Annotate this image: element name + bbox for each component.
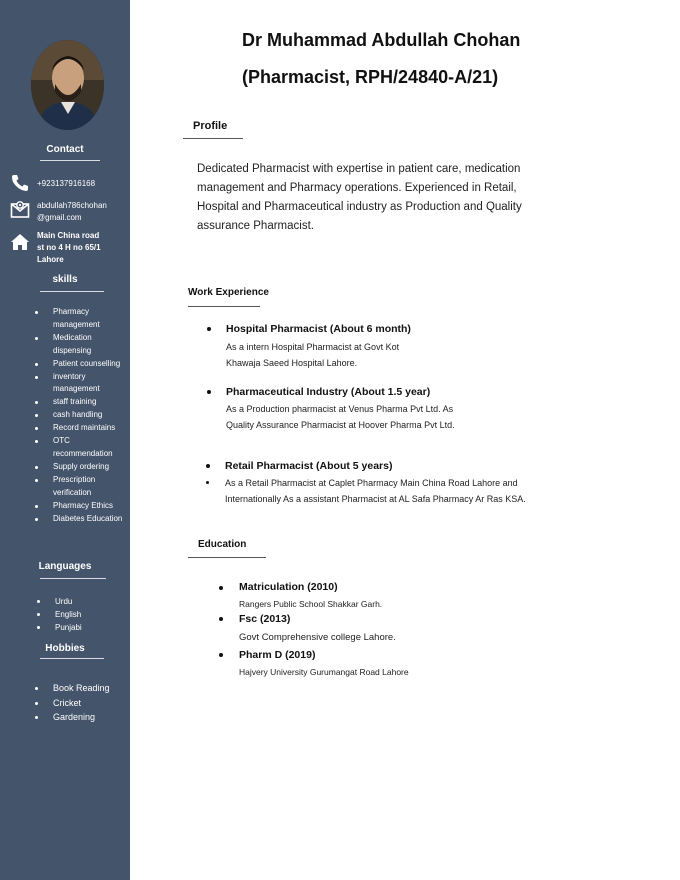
skills-list <box>33 306 128 525</box>
skill-item: inventory management <box>33 371 128 397</box>
contact-heading: Contact <box>46 144 84 155</box>
education-divider <box>188 557 266 558</box>
skills-divider <box>40 291 104 292</box>
languages-list <box>35 595 82 634</box>
profile-heading: Profile <box>193 120 228 132</box>
work-entry-3-desc: As a Retail Pharmacist at Caplet Pharmacy Main China Road Lahore and Internationally As a assistant Pharmacist at AL Safa Pharmacy Ar Ras KSA. <box>225 478 526 504</box>
education-bullet <box>219 586 223 590</box>
work-entry-2-title: Pharmaceutical Industry (About 1.5 year) <box>226 386 431 398</box>
phone-number[interactable]: +923137916168 <box>37 179 96 188</box>
work-entry-1-title: Hospital Pharmacist (About 6 month) <box>226 323 411 335</box>
languages-heading: Languages <box>38 561 92 572</box>
education-bullet <box>219 653 223 657</box>
work-entry-3-title: Retail Pharmacist (About 5 years) <box>225 460 393 472</box>
work-heading: Work Experience <box>188 287 269 298</box>
hobby-item: Cricket <box>33 696 110 711</box>
work-bullet <box>207 327 211 331</box>
skill-item: Prescription verification <box>33 474 128 500</box>
work-entry-2-desc: As a Production pharmacist at Venus Pharma Pvt Ltd. As Quality Assurance Pharmacist at Hoover Pharma Pvt Ltd. <box>226 404 455 430</box>
skill-item: Diabetes Education <box>33 513 128 526</box>
skill-item: cash handling <box>33 409 128 422</box>
address-line-3: Lahore <box>37 255 64 264</box>
skill-item: staff training <box>33 396 128 409</box>
candidate-name: Dr Muhammad Abdullah Chohan <box>242 30 521 50</box>
contact-address <box>10 230 125 270</box>
avatar-photo <box>31 40 104 130</box>
avatar <box>31 40 104 130</box>
work-bullet <box>207 390 211 394</box>
profile-divider <box>183 138 243 139</box>
work-sub-bullet <box>206 481 209 484</box>
contact-email <box>10 199 125 225</box>
work-divider <box>188 306 260 307</box>
address-line-1: Main China road <box>37 231 100 240</box>
email-line-1: abdullah786chohan <box>37 201 107 210</box>
work-bullet <box>206 464 210 468</box>
skill-item: Pharmacy Ethics <box>33 500 128 513</box>
skills-heading: skills <box>52 274 78 285</box>
contact-divider <box>40 160 100 161</box>
email-address[interactable] <box>37 200 125 224</box>
education-entry-3-title: Pharm D (2019) <box>239 649 316 661</box>
phone-icon <box>10 173 30 193</box>
language-item: Punjabi <box>35 621 82 634</box>
address <box>37 230 125 266</box>
contact-phone <box>10 173 125 193</box>
skill-item: Medication dispensing <box>33 332 128 358</box>
skill-item: Record maintains <box>33 422 128 435</box>
work-entry-1-desc: As a intern Hospital Pharmacist at Govt Kot Khawaja Saeed Hospital Lahore. <box>226 342 400 368</box>
language-item: English <box>35 608 82 621</box>
education-entry-2-title: Fsc (2013) <box>239 613 291 625</box>
email-line-2: @gmail.com <box>37 213 82 222</box>
home-icon <box>10 232 30 252</box>
hobbies-list <box>33 681 110 725</box>
skill-item: Patient counselling <box>33 358 128 371</box>
sidebar <box>0 0 130 880</box>
skill-item: Pharmacy management <box>33 306 128 332</box>
language-item: Urdu <box>35 595 82 608</box>
languages-divider <box>40 578 106 579</box>
email-icon <box>10 199 30 219</box>
candidate-title: (Pharmacist, RPH/24840-A/21) <box>242 67 499 87</box>
education-entry-3-desc: Hajvery University Gurumangat Road Lahore <box>239 667 409 677</box>
education-entry-1-title: Matriculation (2010) <box>239 581 338 593</box>
hobby-item: Book Reading <box>33 681 110 696</box>
education-entry-2-desc: Govt Comprehensive college Lahore. <box>239 632 396 643</box>
hobby-item: Gardening <box>33 710 110 725</box>
hobbies-divider <box>40 658 104 659</box>
skill-item: Supply ordering <box>33 461 128 474</box>
education-entry-1-desc: Rangers Public School Shakkar Garh. <box>239 599 383 609</box>
hobbies-heading: Hobbies <box>45 643 85 654</box>
education-heading: Education <box>198 539 247 550</box>
skill-item: OTC recommendation <box>33 435 128 461</box>
profile-summary: Dedicated Pharmacist with expertise in patient care, medication management and Pharmacy operations. Experienced in Retail, Hospital and Pharmaceutical industry as Production and Quality assurance Pharmacist. <box>197 163 522 232</box>
address-line-2: st no 4 H no 65/1 <box>37 243 101 252</box>
education-bullet <box>219 617 223 621</box>
